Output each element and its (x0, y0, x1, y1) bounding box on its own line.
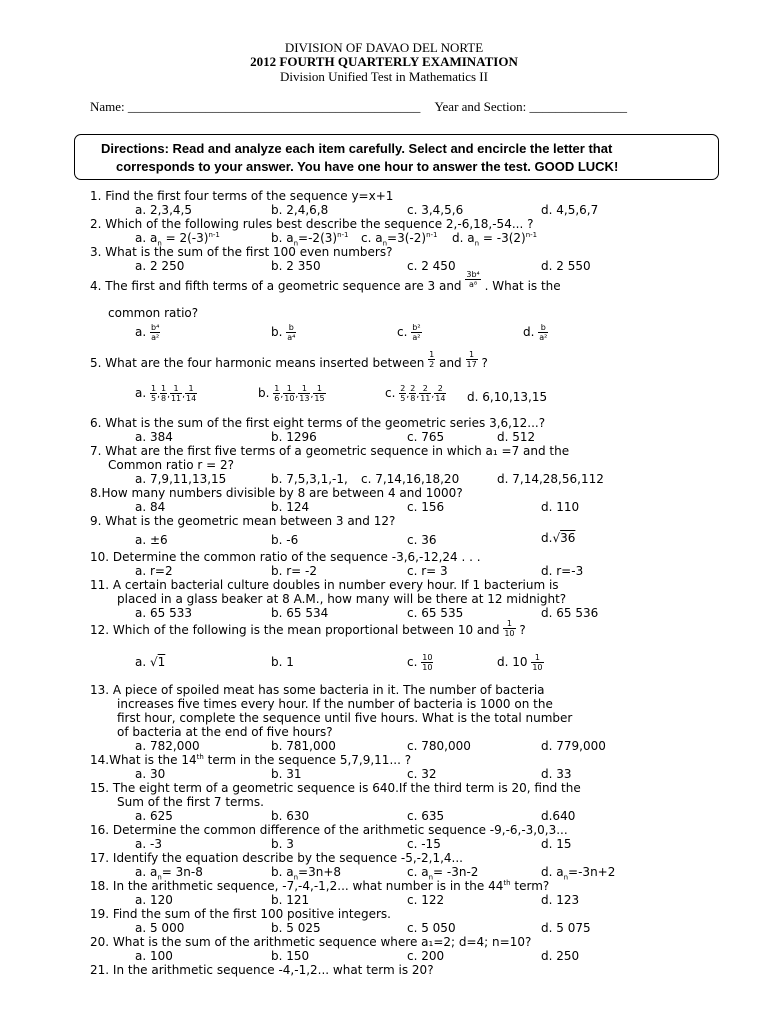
name-line (90, 99, 690, 115)
q1-option-b[interactable]: b. 2,4,6,8 (271, 203, 329, 217)
question-1: 1. Find the first four terms of the sequence y=x+1 (90, 189, 394, 203)
q3-option-a[interactable]: a. 2 250 (135, 259, 185, 273)
q7-option-a[interactable]: a. 7,9,11,13,15 (135, 472, 227, 486)
name-label: Name: (90, 99, 125, 114)
q16-option-b[interactable]: b. 3 (271, 837, 294, 851)
q17-option-a[interactable]: a. $a_n= 3n-8$ (135, 865, 203, 882)
fraction: $\frac{1}{11}$ (170, 384, 182, 403)
q13-option-a[interactable]: a. 782,000 (135, 739, 200, 753)
q18-option-b[interactable]: b. 121 (271, 893, 310, 907)
q6-option-b[interactable]: b. 1296 (271, 430, 317, 444)
q15-option-b[interactable]: b. 630 (271, 809, 310, 823)
q8-option-c[interactable]: c. 156 (407, 500, 445, 514)
q9-option-d[interactable]: d.√36 (541, 531, 576, 545)
question-13: 13. A piece of spoiled meat has some bacteria in it. The number of bacteria (90, 683, 545, 697)
question-6: 6. What is the sum of the first eight terms of the geometric series 3,6,12...? (90, 416, 546, 430)
q6-option-d[interactable]: d. 512 (497, 430, 536, 444)
q17-option-c[interactable]: c. $a_n= -3n-2$ (407, 865, 479, 882)
q12-option-a[interactable]: a. √1 (135, 655, 166, 669)
q2-option-b[interactable]: b. $a_n=-2(3)^{n-1}$ (271, 231, 349, 248)
q11-option-b[interactable]: b. 65 534 (271, 606, 329, 620)
question-13-line-2: increases five times every hour. If the number of bacteria is 1000 on the (117, 697, 553, 711)
q1-option-c[interactable]: c. 3,4,5,6 (407, 203, 464, 217)
q9-option-c[interactable]: c. 36 (407, 533, 437, 547)
q13-option-d[interactable]: d. 779,000 (541, 739, 606, 753)
q4-option-b[interactable]: b. $\frac{b}{\text{a⁴}}$ (271, 323, 296, 342)
question-17: 17. Identify the equation describe by the sequence -5,-2,1,4... (90, 851, 463, 865)
q18-option-a[interactable]: a. 120 (135, 893, 173, 907)
question-15: 15. The eight term of a geometric sequence is 640.If the third term is 20, find the (90, 781, 581, 795)
question-4: 4. The first and fifth terms of a geometric sequence are 3 and $\frac{\text{3b⁴}}{\text{a⁸}}$ . What is the (90, 270, 561, 293)
q3-option-d[interactable]: d. 2 550 (541, 259, 591, 273)
question-12: 12. Which of the following is the mean proportional between 10 and $\frac{1}{10}$ ? (90, 619, 526, 638)
q8-option-d[interactable]: d. 110 (541, 500, 580, 514)
q17-option-b[interactable]: b. $a_n=3n+8$ (271, 865, 342, 882)
year-section-blank[interactable]: _______________ (529, 99, 628, 114)
q8-option-a[interactable]: a. 84 (135, 500, 166, 514)
q11-option-a[interactable]: a. 65 533 (135, 606, 192, 620)
question-11-line-2: placed in a glass beaker at 8 A.M., how many will be there at 12 midnight? (117, 592, 567, 606)
q20-option-d[interactable]: d. 250 (541, 949, 580, 963)
question-16: 16. Determine the common difference of the arithmetic sequence -9,-6,-3,0,3... (90, 823, 568, 837)
fraction: $\frac{1}{10}$ (284, 384, 295, 403)
question-13-line-3: first hour, complete the sequence until five hours. What is the total number (117, 711, 573, 725)
q14-option-c[interactable]: c. 32 (407, 767, 437, 781)
q19-option-b[interactable]: b. 5 025 (271, 921, 321, 935)
directions-line-1: Directions: Read and analyze each item carefully. Select and encircle the letter that (101, 141, 613, 156)
fraction: $\frac{1}{14}$ (186, 384, 197, 403)
question-7: 7. What are the first five terms of a geometric sequence in which a₁ =7 and the (90, 444, 570, 458)
q12-option-d[interactable]: d. 10 $\frac{1}{10}$ (497, 653, 543, 672)
fraction: $\frac{1}{6}$ (274, 384, 280, 403)
q16-option-c[interactable]: c. -15 (407, 837, 441, 851)
q5-option-c[interactable]: c. $\frac{2}{5}$ , $\frac{2}{8}$ , $\frac{2}{11}$ , $\frac{2}{14}$ (385, 384, 446, 403)
q7-option-c[interactable]: c. 7,14,16,18,20 (361, 472, 460, 486)
q2-option-d[interactable]: d. $a_n = -3(2)^{n-1}$ (452, 231, 538, 248)
q4-option-d[interactable]: d. $\frac{b}{\text{a²}}$ (523, 323, 548, 342)
q12-option-b[interactable]: b. 1 (271, 655, 294, 669)
question-19: 19. Find the sum of the first 100 positive integers. (90, 907, 391, 921)
q11-option-d[interactable]: d. 65 536 (541, 606, 599, 620)
fraction: $\frac{2}{11}$ (420, 384, 431, 403)
fraction: $\frac{1}{5}$ (151, 384, 157, 403)
fraction: $\frac{1}{15}$ (314, 384, 325, 403)
question-9: 9. What is the geometric mean between 3 and 12? (90, 514, 396, 528)
q15-option-c[interactable]: c. 635 (407, 809, 445, 823)
question-5: 5. What are the four harmonic means inserted between $\frac{1}{2}$ and $\frac{1}{17}$ ? (90, 350, 488, 370)
directions-line-2: corresponds to your answer. You have one hour to answer the test. GOOD LUCK! (116, 159, 619, 174)
q18-option-d[interactable]: d. 123 (541, 893, 580, 907)
fraction: $\frac{2}{8}$ (410, 384, 416, 403)
q19-option-c[interactable]: c. 5 050 (407, 921, 456, 935)
q1-option-a[interactable]: a. 2,3,4,5 (135, 203, 192, 217)
q4-option-c[interactable]: c. $\frac{\text{b²}}{\text{a²}}$ (397, 323, 421, 342)
question-21: 21. In the arithmetic sequence -4,-1,2... what term is 20? (90, 963, 434, 977)
q10-option-d[interactable]: d. r=-3 (541, 564, 584, 578)
q15-option-d[interactable]: d.640 (541, 809, 576, 823)
q7-option-d[interactable]: d. 7,14,28,56,112 (497, 472, 604, 486)
directions-box (74, 134, 719, 180)
q16-option-a[interactable]: a. -3 (135, 837, 162, 851)
q14-option-a[interactable]: a. 30 (135, 767, 166, 781)
q7-option-b[interactable]: b. 7,5,3,1,-1, (271, 472, 348, 486)
question-7-line-2: Common ratio r = 2? (108, 458, 234, 472)
q16-option-d[interactable]: d. 15 (541, 837, 572, 851)
division-title: DIVISION OF DAVAO DEL NORTE (284, 40, 484, 55)
q19-option-d[interactable]: d. 5 075 (541, 921, 591, 935)
name-blank[interactable]: _____________________________________________ (127, 99, 421, 114)
question-13-line-4: of bacteria at the end of five hours? (117, 725, 333, 739)
q14-option-d[interactable]: d. 33 (541, 767, 572, 781)
q14-option-b[interactable]: b. 31 (271, 767, 302, 781)
question-3: 3. What is the sum of the first 100 even numbers? (90, 245, 393, 259)
year-section-label: Year and Section: (434, 99, 527, 114)
q20-option-c[interactable]: c. 200 (407, 949, 445, 963)
q10-option-a[interactable]: a. r=2 (135, 564, 173, 578)
q10-option-b[interactable]: b. r= -2 (271, 564, 318, 578)
question-11: 11. A certain bacterial culture doubles in number every hour. If 1 bacterium is (90, 578, 559, 592)
q8-option-b[interactable]: b. 124 (271, 500, 310, 514)
q5-option-d[interactable]: d. 6,10,13,15 (467, 390, 548, 404)
question-2: 2. Which of the following rules best describe the sequence 2,-6,18,-54... ? (90, 217, 534, 231)
q6-option-c[interactable]: c. 765 (407, 430, 445, 444)
exam-subtitle: Division Unified Test in Mathematics II (280, 69, 488, 84)
q4-option-a[interactable]: a. $\frac{\text{b⁴}}{\text{a²}}$ (135, 323, 160, 342)
question-10: 10. Determine the common ratio of the sequence -3,6,-12,24 . . . (90, 550, 481, 564)
q13-option-b[interactable]: b. 781,000 (271, 739, 336, 753)
q6-option-a[interactable]: a. 384 (135, 430, 173, 444)
q17-option-d[interactable]: d. $a_n=-3n+2$ (541, 865, 616, 882)
exam-title: 2012 FOURTH QUARTERLY EXAMINATION (250, 54, 518, 69)
q12-option-c[interactable]: c. $\frac{10}{10}$ (407, 653, 433, 672)
q9-option-b[interactable]: b. -6 (271, 533, 299, 547)
question-18: 18. In the arithmetic sequence, -7,-4,-1,2... what number is in the 44th term? (90, 879, 550, 893)
question-15-line-2: Sum of the first 7 terms. (117, 795, 264, 809)
q11-option-c[interactable]: c. 65 535 (407, 606, 464, 620)
q20-option-a[interactable]: a. 100 (135, 949, 173, 963)
question-14: 14.What is the 14th term in the sequence 5,7,9,11... ? (90, 753, 412, 767)
q19-option-a[interactable]: a. 5 000 (135, 921, 185, 935)
q3-option-c[interactable]: c. 2 450 (407, 259, 456, 273)
q18-option-c[interactable]: c. 122 (407, 893, 445, 907)
q2-option-c[interactable]: c. $a_n=3(-2)^{n-1}$ (361, 231, 438, 248)
question-20: 20. What is the sum of the arithmetic sequence where a₁=2; d=4; n=10? (90, 935, 532, 949)
q10-option-c[interactable]: c. r= 3 (407, 564, 448, 578)
question-4-line-2: common ratio? (108, 306, 199, 320)
q1-option-d[interactable]: d. 4,5,6,7 (541, 203, 599, 217)
q5-option-a[interactable]: a. $\frac{1}{5}$ , $\frac{1}{8}$ , $\frac{1}{11}$ , $\frac{1}{14}$ (135, 384, 197, 403)
q9-option-a[interactable]: a. ±6 (135, 533, 168, 547)
q3-option-b[interactable]: b. 2 350 (271, 259, 321, 273)
q20-option-b[interactable]: b. 150 (271, 949, 310, 963)
fraction: $\frac{1}{13}$ (299, 384, 310, 403)
fraction: $\frac{2}{5}$ (400, 384, 406, 403)
q13-option-c[interactable]: c. 780,000 (407, 739, 471, 753)
q2-option-a[interactable]: a. $a_n = 2(-3)^{n-1}$ (135, 231, 220, 248)
q5-option-b[interactable]: b. $\frac{1}{6}$ , $\frac{1}{10}$ , $\frac{1}{13}$ , $\frac{1}{15}$ (258, 384, 325, 403)
fraction: $\frac{2}{14}$ (435, 384, 446, 403)
q15-option-a[interactable]: a. 625 (135, 809, 173, 823)
fraction: $\frac{1}{8}$ (160, 384, 167, 403)
question-8: 8.How many numbers divisible by 8 are between 4 and 1000? (90, 486, 463, 500)
